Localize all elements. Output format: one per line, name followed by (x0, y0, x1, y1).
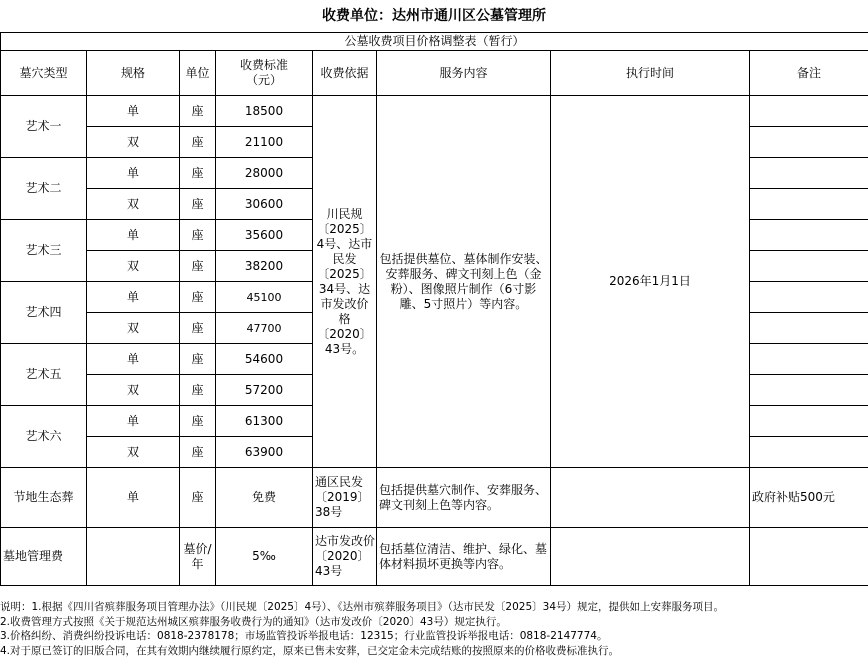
charging-unit-heading: 收费单位：达州市通川区公墓管理所 (322, 8, 546, 24)
remark-cell (750, 313, 868, 344)
spec-cell (87, 528, 180, 586)
spec-cell: 单 (87, 344, 180, 375)
tomb-type-cell: 艺术四 (1, 282, 87, 344)
spec-cell: 双 (87, 127, 180, 158)
tomb-type-cell: 艺术三 (1, 220, 87, 282)
remark-cell (750, 528, 868, 586)
col-header-basis: 收费依据 (313, 51, 377, 96)
spec-cell: 单 (87, 406, 180, 437)
unit-cell: 座 (180, 375, 216, 406)
remark-cell (750, 127, 868, 158)
header-row (1, 51, 868, 96)
spec-cell: 单 (87, 220, 180, 251)
col-header-unit: 单位 (180, 51, 216, 96)
unit-cell: 座 (180, 220, 216, 251)
table-title: 公墓收费项目价格调整表（暂行） (1, 33, 868, 51)
tomb-type-cell: 艺术二 (1, 158, 87, 220)
price-cell: 18500 (216, 96, 313, 127)
unit-cell: 座 (180, 189, 216, 220)
spec-cell: 单 (87, 96, 180, 127)
tomb-type-cell: 艺术五 (1, 344, 87, 406)
spec-cell: 双 (87, 437, 180, 468)
price-cell: 免费 (216, 468, 313, 528)
price-cell: 63900 (216, 437, 313, 468)
date-cell (551, 468, 750, 528)
spec-cell: 双 (87, 189, 180, 220)
remark-cell (750, 375, 868, 406)
spec-cell: 单 (87, 282, 180, 313)
remark-cell (750, 344, 868, 375)
price-cell: 35600 (216, 220, 313, 251)
unit-cell: 墓价/年 (180, 528, 216, 586)
unit-cell: 座 (180, 344, 216, 375)
unit-cell: 座 (180, 468, 216, 528)
unit-cell: 座 (180, 282, 216, 313)
price-cell: 47700 (216, 313, 313, 344)
remark-cell (750, 220, 868, 251)
col-header-type: 墓穴类型 (1, 51, 87, 96)
note-line: 说明：1.根据《四川省殡葬服务项目管理办法》（川民规〔2025〕4号）、《达州市殡葬服务项目》（达市民发〔2025〕34号）规定，提供如上安葬服务项目。 (0, 601, 724, 613)
tomb-row (1, 96, 868, 127)
col-header-remark: 备注 (750, 51, 868, 96)
unit-cell: 座 (180, 406, 216, 437)
price-cell: 38200 (216, 251, 313, 282)
price-cell: 30600 (216, 189, 313, 220)
price-cell: 57200 (216, 375, 313, 406)
spec-cell: 单 (87, 468, 180, 528)
service-cell: 包括提供墓位、墓体制作安装、安葬服务、碑文刊刻上色（金粉）、图像照片制作（6寸影雕、5寸照片）等内容。 (377, 96, 551, 468)
spec-cell: 双 (87, 375, 180, 406)
tomb-type-cell: 艺术一 (1, 96, 87, 158)
tomb-type-cell: 艺术六 (1, 406, 87, 468)
unit-cell: 座 (180, 127, 216, 158)
note-line: 4.对于原已签订的旧版合同，在其有效期内继续履行原约定，原来已售未安葬，已交定金未完成结账的按照原来的价格收费标准执行。 (0, 644, 620, 657)
unit-cell: 座 (180, 313, 216, 344)
notes-section (0, 600, 868, 658)
eco-burial-row (1, 468, 868, 528)
remark-cell (750, 96, 868, 127)
remark-cell (750, 158, 868, 189)
unit-cell: 座 (180, 158, 216, 189)
type-cell: 节地生态葬 (1, 468, 87, 528)
price-table (0, 32, 868, 586)
spec-cell: 单 (87, 158, 180, 189)
service-cell: 包括提供墓穴制作、安葬服务、碑文刊刻上色等内容。 (377, 468, 551, 528)
note-line: 3.价格纠纷、消费纠纷投诉电话：0818-2378178；市场监管投诉举报电话：12315；行业监管投诉举报电话：0818-2147774。 (0, 630, 608, 642)
col-header-spec: 规格 (87, 51, 180, 96)
col-header-date: 执行时间 (551, 51, 750, 96)
spec-cell: 双 (87, 313, 180, 344)
spec-cell: 双 (87, 251, 180, 282)
basis-cell: 川民规〔2025〕4号、达市民发〔2025〕34号、达市发改价格〔2020〕43号。 (313, 96, 377, 468)
unit-cell: 座 (180, 96, 216, 127)
service-cell: 包括墓位清洁、维护、绿化、墓体材料损坏更换等内容。 (377, 528, 551, 586)
type-cell: 墓地管理费 (1, 528, 87, 586)
remark-cell (750, 189, 868, 220)
col-header-service: 服务内容 (377, 51, 551, 96)
remark-cell: 政府补贴500元 (750, 468, 868, 528)
price-cell: 61300 (216, 406, 313, 437)
price-cell: 21100 (216, 127, 313, 158)
remark-cell (750, 282, 868, 313)
price-cell: 28000 (216, 158, 313, 189)
remark-cell (750, 406, 868, 437)
remark-cell (750, 437, 868, 468)
date-cell: 2026年1月1日 (551, 96, 750, 468)
col-header-price: 收费标准（元） (216, 51, 313, 96)
basis-cell: 达市发改价〔2020〕43号 (313, 528, 377, 586)
price-cell: 5‰ (216, 528, 313, 586)
remark-cell (750, 251, 868, 282)
management-fee-row (1, 528, 868, 586)
unit-cell: 座 (180, 251, 216, 282)
price-cell: 54600 (216, 344, 313, 375)
note-line: 2.收费管理方式按照《关于规范达州城区殡葬服务收费行为的通知》（达市发改价〔2020〕43号）规定执行。 (0, 615, 507, 628)
price-cell: 45100 (216, 282, 313, 313)
unit-cell: 座 (180, 437, 216, 468)
basis-cell: 通区民发〔2019〕38号 (313, 468, 377, 528)
date-cell (551, 528, 750, 586)
